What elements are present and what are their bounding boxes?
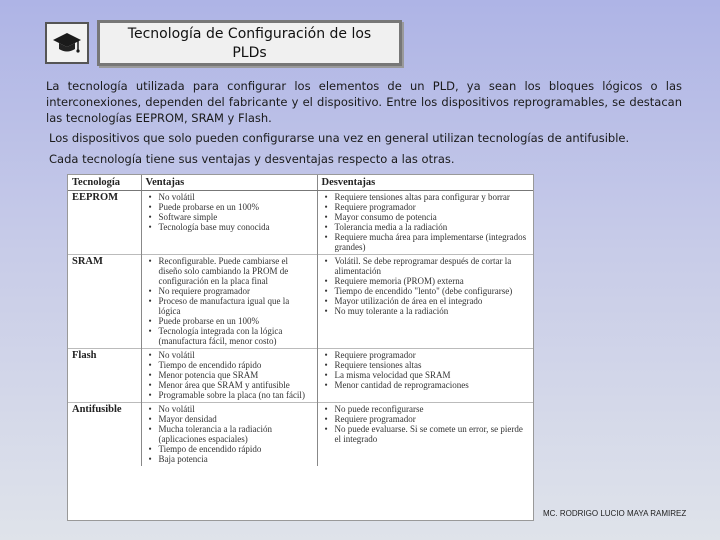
- list-item: • Volátil. Se debe reprogramar después de cortar la alimentación: [335, 256, 530, 276]
- slide-title: [97, 20, 402, 66]
- graduation-cap-icon: [45, 22, 89, 64]
- header-advantages: Ventajas: [141, 175, 317, 191]
- disadvantages-cell: [317, 349, 533, 403]
- list-item: • Tiempo de encendido rápido: [159, 444, 313, 454]
- technology-cell: SRAM: [68, 255, 141, 349]
- table-header-row: [68, 175, 533, 191]
- list-item: • Mayor densidad: [159, 414, 313, 424]
- list-item: • Menor cantidad de reprogramaciones: [335, 380, 530, 390]
- table-row: [68, 191, 533, 255]
- list-item: • Requiere tensiones altas: [335, 360, 530, 370]
- list-item: • Menor área que SRAM y antifusible: [159, 380, 313, 390]
- list-item: • Programable sobre la placa (no tan fácil): [159, 390, 313, 400]
- list-item: • No volátil: [159, 350, 313, 360]
- disadvantages-cell: [317, 191, 533, 255]
- list-item: • Requiere programador: [335, 202, 530, 212]
- list-item: • Tiempo de encendido "lento" (debe configurarse): [335, 286, 530, 296]
- list-item: • Tecnología base muy conocida: [159, 222, 313, 232]
- list-item: • Requiere tensiones altas para configurar y borrar: [335, 192, 530, 202]
- header-technology: Tecnología: [68, 175, 141, 191]
- advantages-cell: [141, 255, 317, 349]
- list-item: • Mucha tolerancia a la radiación (aplicaciones espaciales): [159, 424, 313, 444]
- disadvantages-cell: [317, 255, 533, 349]
- list-item: • No volátil: [159, 192, 313, 202]
- advantages-list: [146, 256, 313, 346]
- list-item: • No requiere programador: [159, 286, 313, 296]
- tradeoffs-paragraph: Cada tecnología tiene sus ventajas y desventajas respecto a las otras.: [49, 152, 455, 166]
- list-item: • Baja potencia: [159, 454, 313, 464]
- advantages-cell: [141, 191, 317, 255]
- list-item: • Mayor utilización de área en el integrado: [335, 296, 530, 306]
- list-item: • Mayor consumo de potencia: [335, 212, 530, 222]
- technology-cell: EEPROM: [72, 192, 119, 203]
- title-line-1: Tecnología de Configuración de los: [127, 26, 372, 42]
- list-item: • Puede probarse en un 100%: [159, 202, 313, 212]
- disadvantages-list: [322, 404, 530, 444]
- table-row: [68, 349, 533, 403]
- disadvantages-list: [322, 256, 530, 316]
- title-line-2: PLDs: [232, 45, 267, 61]
- list-item: • No puede reconfigurarse: [335, 404, 530, 414]
- list-item: • La misma velocidad que SRAM: [335, 370, 530, 380]
- comparison-table: [67, 174, 534, 521]
- list-item: • Software simple: [159, 212, 313, 222]
- list-item: • Requiere programador: [335, 414, 530, 424]
- author-footer: MC. RODRIGO LUCIO MAYA RAMIREZ: [543, 509, 687, 518]
- disadvantages-cell: [317, 403, 533, 467]
- advantages-cell: [141, 349, 317, 403]
- intro-paragraph: La tecnología utilizada para configurar los elementos de un PLD, ya sean los bloques lógicos o las interconexiones, dependen del fabricante y el dispositivo. Entre los dispositivos reprogramables, se destacan las tecnologías EEPROM, SRAM y Flash.: [46, 79, 682, 125]
- header-disadvantages: Desventajas: [317, 175, 533, 191]
- advantages-cell: [141, 403, 317, 467]
- technology-cell: Antifusible: [68, 403, 141, 467]
- table-row: [68, 255, 533, 349]
- table-row: [68, 403, 533, 467]
- list-item: • Requiere programador: [335, 350, 530, 360]
- list-item: • Tolerancia media a la radiación: [335, 222, 530, 232]
- list-item: • Requiere memoria (PROM) externa: [335, 276, 530, 286]
- disadvantages-list: [322, 350, 530, 390]
- advantages-list: [146, 192, 313, 232]
- list-item: • No muy tolerante a la radiación: [335, 306, 530, 316]
- technology-cell: Flash: [68, 349, 141, 403]
- list-item: • Menor potencia que SRAM: [159, 370, 313, 380]
- antifuse-paragraph: Los dispositivos que solo pueden configurarse una vez en general utilizan tecnologías de antifusible.: [49, 131, 630, 145]
- disadvantages-list: [322, 192, 530, 252]
- list-item: • Proceso de manufactura igual que la lógica: [159, 296, 313, 316]
- list-item: • No volátil: [159, 404, 313, 414]
- list-item: • Requiere mucha área para implementarse (integrados grandes): [335, 232, 530, 252]
- list-item: • Tiempo de encendido rápido: [159, 360, 313, 370]
- list-item: • No puede evaluarse. Si se comete un error, se pierde el integrado: [335, 424, 530, 444]
- list-item: • Tecnología integrada con la lógica (manufactura fácil, menor costo): [159, 326, 313, 346]
- advantages-list: [146, 350, 313, 400]
- advantages-list: [146, 404, 313, 464]
- list-item: • Puede probarse en un 100%: [159, 316, 313, 326]
- list-item: • Reconfigurable. Puede cambiarse el diseño solo cambiando la PROM de configuración en la placa final: [159, 256, 313, 286]
